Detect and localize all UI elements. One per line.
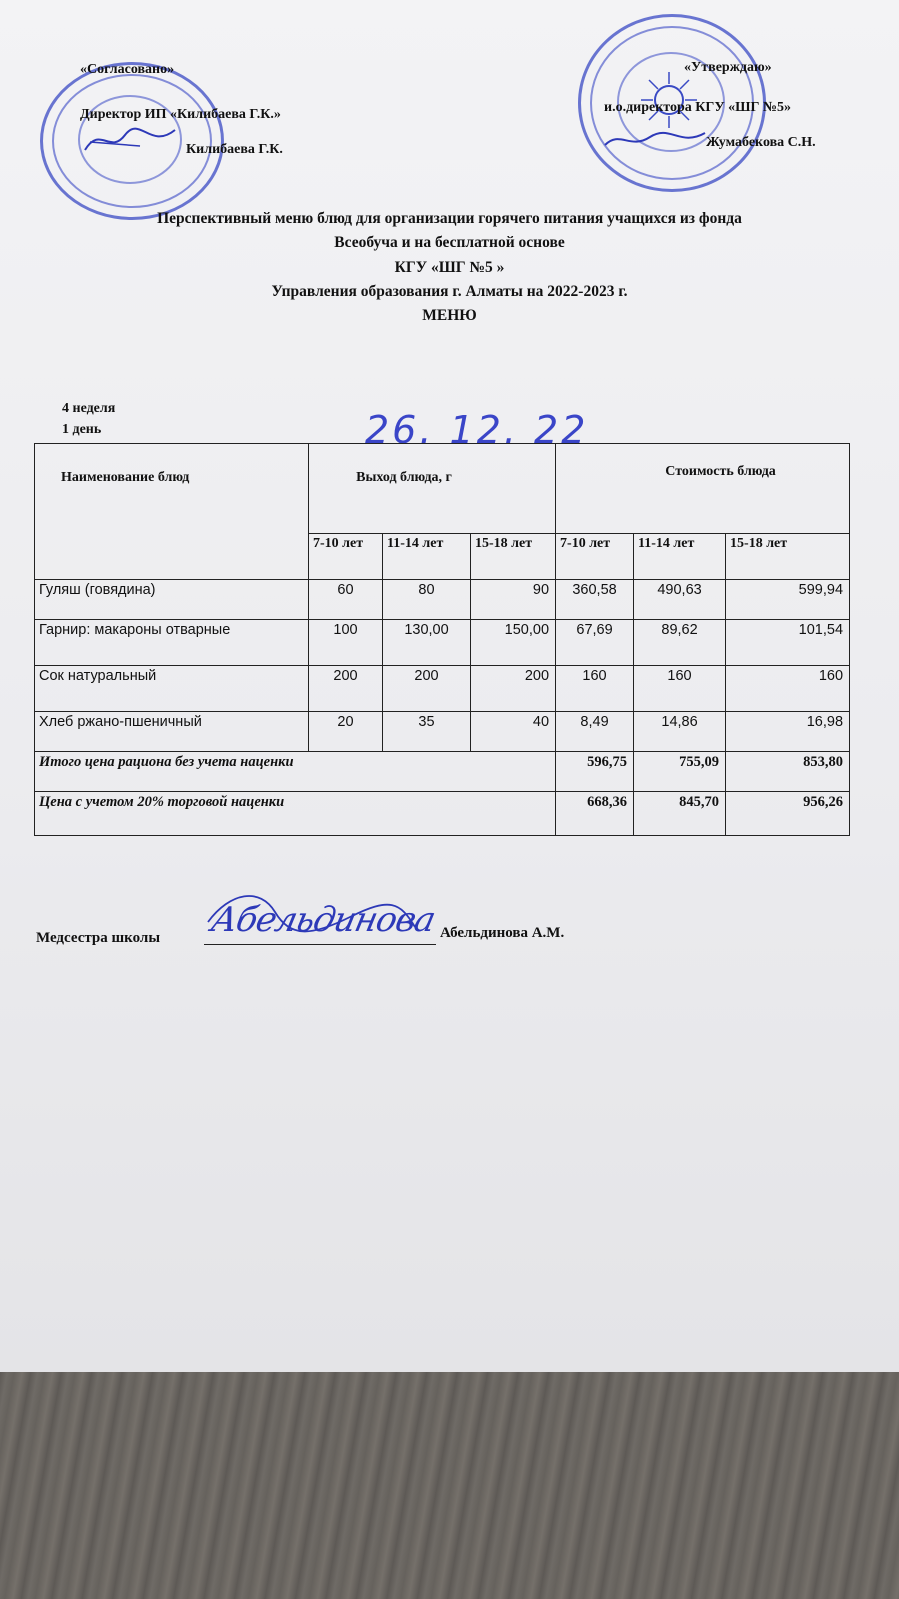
nurse-name: Абельдинова А.М. — [440, 925, 565, 941]
cost-11-14: 490,63 — [634, 580, 726, 620]
title-line-3: КГУ «ШГ №5 » — [394, 259, 505, 276]
cost-11-14: 14,86 — [634, 712, 726, 752]
table-row — [35, 666, 850, 712]
cost-7-10: 67,69 — [556, 620, 634, 666]
markup-cost-15-18: 956,26 — [726, 792, 850, 836]
age-group-cost-7-10: 7-10 лет — [556, 534, 634, 580]
cost-15-18: 599,94 — [726, 580, 850, 620]
age-group-cost-11-14: 11-14 лет — [634, 534, 726, 580]
agreed-signer: Килибаева Г.К. — [186, 142, 283, 157]
signature-flourish — [200, 882, 420, 952]
weight-11-14: 200 — [383, 666, 471, 712]
title-line-2: Всеобуча и на бесплатной основе — [334, 234, 565, 251]
agreed-position: Директор ИП «Килибаева Г.К.» — [80, 107, 281, 122]
weight-7-10: 100 — [309, 620, 383, 666]
cost-11-14: 160 — [634, 666, 726, 712]
approved-position: и.о.директора КГУ «ШГ №5» — [604, 100, 791, 115]
day-label: 1 день — [62, 422, 102, 437]
weight-7-10: 20 — [309, 712, 383, 752]
weight-7-10: 60 — [309, 580, 383, 620]
cost-7-10: 360,58 — [556, 580, 634, 620]
left-stamp-signature — [80, 120, 180, 160]
total-label: Итого цена рациона без учета наценки — [35, 752, 556, 792]
total-cost-11-14: 755,09 — [634, 752, 726, 792]
approved-label: «Утверждаю» — [684, 60, 772, 75]
title-line-1: Перспективный меню блюд для организации горячего питания учащихся из фонда — [157, 210, 742, 227]
menu-table — [34, 443, 850, 836]
cost-7-10: 160 — [556, 666, 634, 712]
age-group-cost-15-18: 15-18 лет — [726, 534, 850, 580]
agreed-label: «Согласовано» — [80, 62, 175, 77]
background-surface — [0, 1372, 899, 1599]
total-cost-7-10: 596,75 — [556, 752, 634, 792]
nurse-handwritten-signature: Абельдинова — [207, 900, 439, 940]
cost-7-10: 8,49 — [556, 712, 634, 752]
cost-15-18: 160 — [726, 666, 850, 712]
cost-15-18: 16,98 — [726, 712, 850, 752]
weight-15-18: 90 — [471, 580, 556, 620]
approved-signer: Жумабекова С.Н. — [706, 135, 816, 150]
table-row — [35, 620, 850, 666]
total-row — [35, 752, 850, 792]
weight-15-18: 40 — [471, 712, 556, 752]
weight-15-18: 150,00 — [471, 620, 556, 666]
table-row — [35, 712, 850, 752]
weight-11-14: 130,00 — [383, 620, 471, 666]
weight-11-14: 80 — [383, 580, 471, 620]
cost-11-14: 89,62 — [634, 620, 726, 666]
right-stamp-signature — [600, 125, 710, 155]
age-group-weight-7-10: 7-10 лет — [309, 534, 383, 580]
age-group-weight-15-18: 15-18 лет — [471, 534, 556, 580]
dish-name: Хлеб ржано-пшеничный — [35, 712, 309, 752]
total-markup-row — [35, 792, 850, 836]
dish-name: Гарнир: макароны отварные — [35, 620, 309, 666]
week-label: 4 неделя — [62, 401, 116, 416]
weight-15-18: 200 — [471, 666, 556, 712]
weight-11-14: 35 — [383, 712, 471, 752]
handwritten-date: 26. 12. 22 — [365, 408, 589, 452]
header-dish-name: Наименование блюд — [35, 444, 309, 580]
header-cost: Стоимость блюда — [556, 444, 850, 534]
table-row — [35, 580, 850, 620]
markup-cost-11-14: 845,70 — [634, 792, 726, 836]
markup-cost-7-10: 668,36 — [556, 792, 634, 836]
dish-name: Сок натуральный — [35, 666, 309, 712]
nurse-label: Медсестра школы — [36, 930, 161, 946]
title-line-5: МЕНЮ — [422, 307, 477, 324]
cost-15-18: 101,54 — [726, 620, 850, 666]
title-line-4: Управления образования г. Алматы на 2022-2023 г. — [271, 283, 628, 300]
header-portion: Выход блюда, г — [309, 444, 556, 534]
age-group-weight-11-14: 11-14 лет — [383, 534, 471, 580]
weight-7-10: 200 — [309, 666, 383, 712]
total-markup-label: Цена с учетом 20% торговой наценки — [35, 792, 556, 836]
dish-name: Гуляш (говядина) — [35, 580, 309, 620]
total-cost-15-18: 853,80 — [726, 752, 850, 792]
